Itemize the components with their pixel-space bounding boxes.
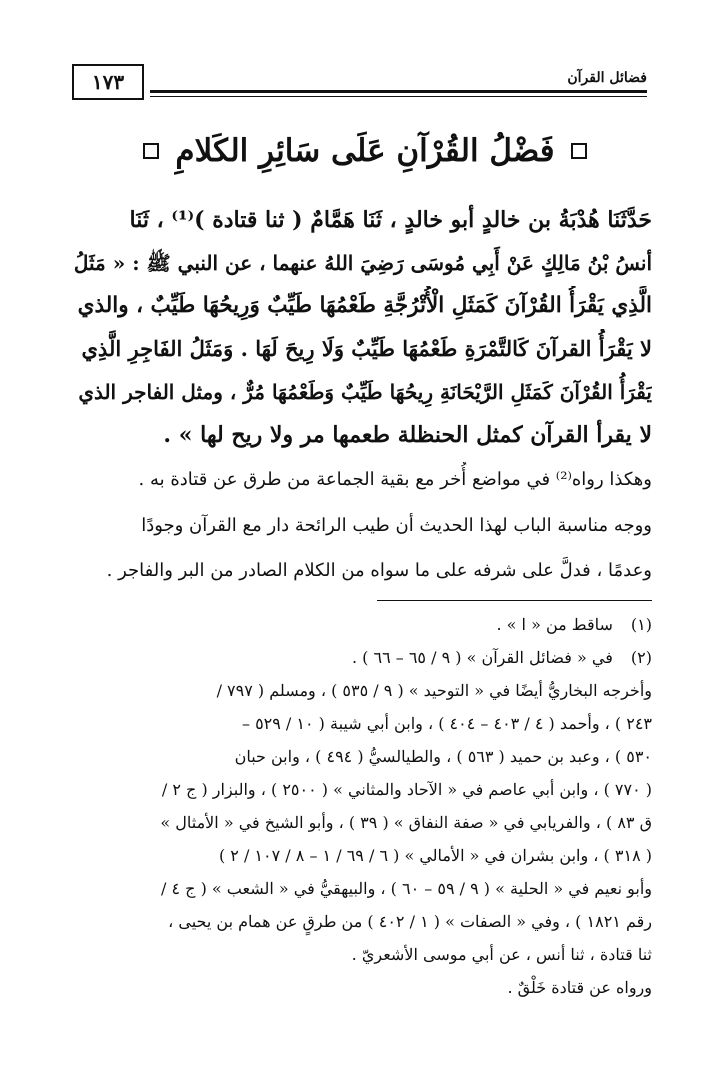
- footnote-line: ق ٨٣ ) ، والفريابي في « صفة النفاق » ( ٣٩ ) ، وأبو الشيخ في « الأمثال »: [160, 813, 652, 832]
- footnote-text: ساقط من « ا » .: [496, 615, 613, 634]
- footnote-line: وأبو نعيم في « الحلية » ( ٩ / ٥٩ – ٦٠ ) ، والبيهقيُّ في « الشعب » ( ج ٤ /: [160, 879, 652, 898]
- footnote-line: ( ٣١٨ ) ، وابن بشران في « الأمالي » ( ٦ / ٦٩ / ١ – ٨ / ١٠٧ / ٢ ): [218, 846, 652, 865]
- hadith-line: لا يقرأ القرآن كمثل الحنظلة طعمها مر ولا ريح لها » .: [163, 422, 652, 448]
- header-rule-thin: [150, 96, 647, 97]
- hadith-line: أنسُ بْنُ مَالِكٍ عَنْ أَبِي مُوسَى رَضِيَ اللهُ عنهما ، عن النبي ﷺ : « مَثَلُ: [73, 251, 652, 275]
- hadith-line: حَدَّثَنَا هُدْبَةُ بن خالدٍ أبو خالدٍ ، ثَنَا هَمَّامٌ ( ثنا قتادة )⁽¹⁾ ، ثَنَا: [129, 207, 652, 233]
- heading-square-icon: [571, 143, 587, 159]
- footnote-item: [72, 610, 652, 640]
- hadith-line: يَقْرَأُ القُرْآنَ كَمَثَلِ الرَّيْحَانَةِ رِيحُهَا طَيِّبٌ وَطَعْمُهَا مُرٌّ ، ومثل الفاجر الذي: [78, 380, 652, 404]
- footnote-line: ٢٤٣ ) ، وأحمد ( ٤ / ٤٠٣ – ٤٠٤ ) ، وابن أبي شيبة ( ١٠ / ٥٢٩ –: [241, 714, 652, 733]
- page-number-box: [72, 64, 144, 100]
- footnote-text: في « فضائل القرآن » ( ٩ / ٦٥ – ٦٦ ) .: [351, 648, 613, 667]
- running-title: فضائل القرآن: [567, 70, 647, 86]
- commentary-line: وعدمًا ، فدلَّ على شرفه على ما سواه من الكلام الصادر من البر والفاجر .: [106, 560, 652, 581]
- commentary-line: ووجه مناسبة الباب لهذا الحديث أن طيب الرائحة دار مع القرآن وجودًا: [141, 515, 652, 536]
- chapter-title: فَضْلُ القُرْآنِ عَلَى سَائِرِ الكَلامِ: [175, 133, 555, 169]
- footnote-line: وأخرجه البخاريُّ أيضًا في « التوحيد » ( ٩ / ٥٣٥ ) ، ومسلم ( ٧٩٧ /: [216, 681, 652, 700]
- footnote-number: (١): [630, 615, 652, 634]
- header-rule-thick: [150, 90, 647, 93]
- footnote-line: ثنا قتادة ، ثنا أنس ، عن أبي موسى الأشعريّ .: [351, 945, 652, 964]
- footnote-line: ( ٧٧٠ ) ، وابن أبي عاصم في « الآحاد والمثاني » ( ٢٥٠٠ ) ، والبزار ( ج ٢ /: [161, 780, 652, 799]
- footnote-separator: [377, 600, 652, 601]
- footnote-item: [72, 643, 652, 673]
- page-number: ١٧٣: [91, 70, 125, 94]
- footnote-number: (٢): [630, 648, 652, 667]
- footnote-line: ورواه عن قتادة خَلْقٌ .: [507, 978, 652, 997]
- chapter-heading: [170, 124, 560, 178]
- hadith-line: لا يَقْرَأُ القرآنَ كَالتَّمْرَةِ طَعْمُهَا طَيِّبٌ وَلَا رِيحَ لَهَا . وَمَثَلُ الفَاجِرِ الَّذِي: [81, 336, 652, 361]
- heading-square-icon: [143, 143, 159, 159]
- footnote-line: ٥٣٠ ) ، وعبد بن حميد ( ٥٦٣ ) ، والطيالسيُّ ( ٤٩٤ ) ، وابن حبان: [234, 747, 652, 766]
- commentary-line: وهكذا رواه⁽²⁾ في مواضع أُخر مع بقية الجماعة من طرق عن قتادة به .: [138, 469, 652, 490]
- footnote-line: رقم ١٨٢١ ) ، وفي « الصفات » ( ١ / ٤٠٢ ) من طرقٍ عن همام بن يحيى ،: [168, 912, 652, 931]
- hadith-line: الَّذِي يَقْرَأُ القُرْآنَ كَمَثَلِ الْأُتْرُجَّةِ طَعْمُهَا طَيِّبٌ وَرِيحُهَا طَيِّبٌ ، والذي: [77, 293, 652, 318]
